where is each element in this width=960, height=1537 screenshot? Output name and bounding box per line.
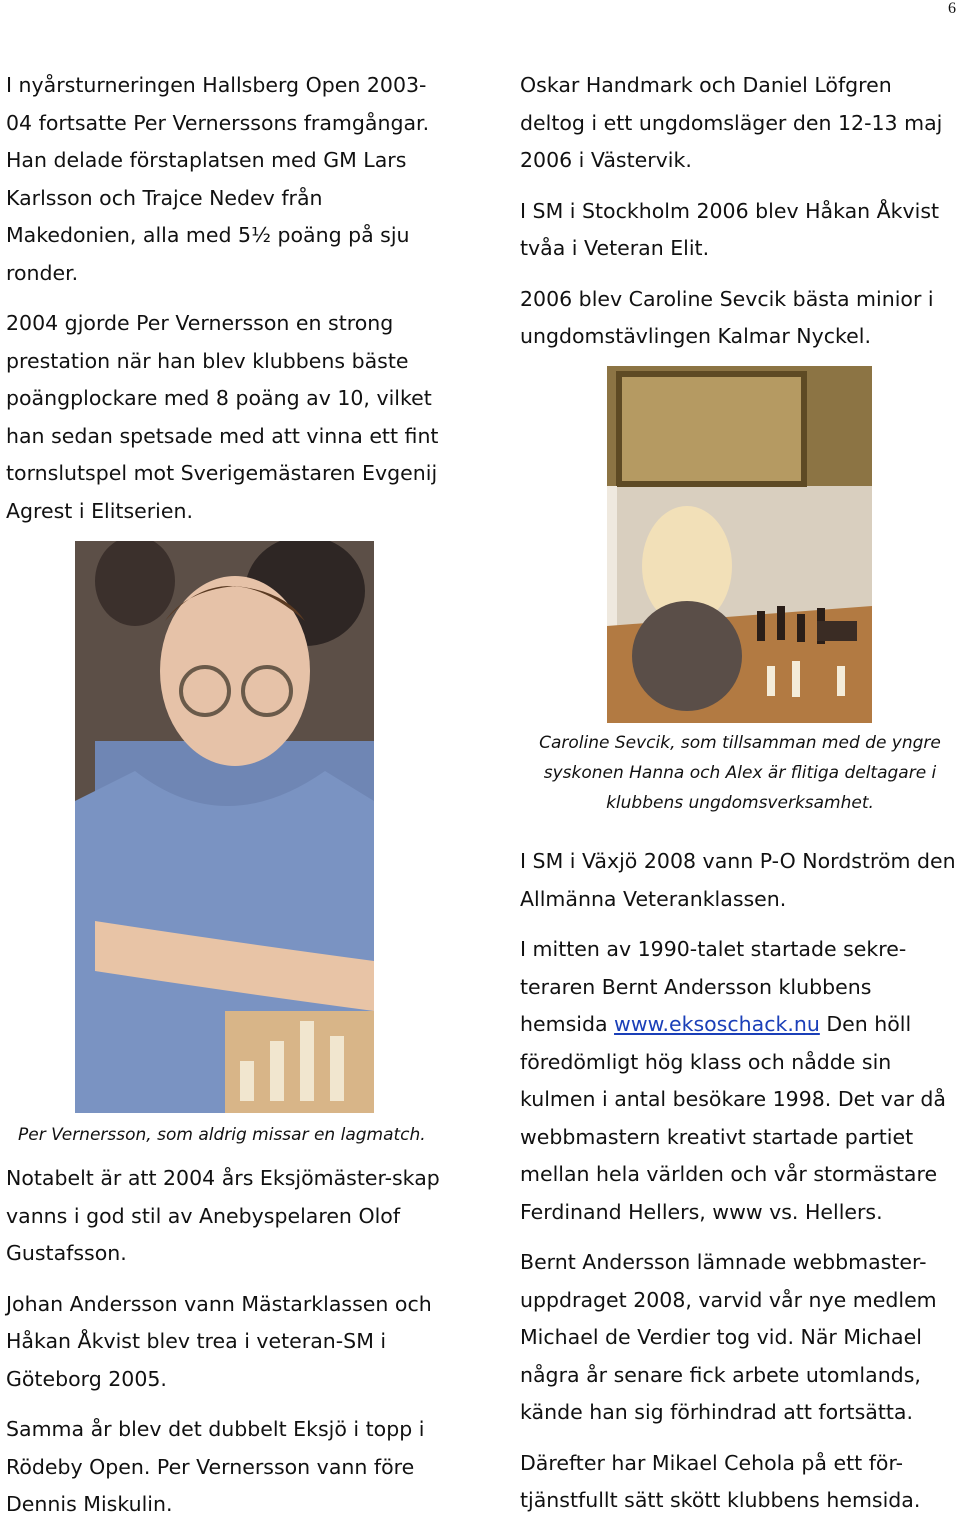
paragraph-ungdomslager: Oskar Handmark och Daniel Löfgren deltog i ett ungdomsläger den 12-13 maj 2006 i Västervik. xyxy=(520,73,943,172)
paragraph-hallsberg-open: I nyårsturneringen Hallsberg Open 2003-04 fortsatte Per Vernerssons framgångar. Han delade förstaplatsen med GM Lars Karlsson och Trajce Nedev från Makedonien, alla med 5½ poäng på sju ronder. xyxy=(6,73,430,285)
photo-caroline-sevcik xyxy=(607,366,872,723)
left-column-top xyxy=(6,67,446,543)
website-link[interactable]: www.eksoschack.nu xyxy=(614,1012,820,1036)
right-column-top xyxy=(520,67,960,369)
photo-per-vernersson xyxy=(75,541,374,1113)
paragraph-mikael-cehola: Därefter har Mikael Cehola på ett för-tjänstfullt sätt skött klubbens hemsida. xyxy=(520,1450,921,1512)
right-column-bottom xyxy=(520,843,960,1533)
paragraph-sm-stockholm: I SM i Stockholm 2006 blev Håkan Åkvist tvåa i Veteran Elit. xyxy=(520,198,940,260)
left-column-bottom xyxy=(6,1160,446,1537)
paragraph-rodeby-open: Samma år blev det dubbelt Eksjö i topp i Rödeby Open. Per Vernersson vann före Dennis Miskulin. xyxy=(6,1417,425,1516)
caption-caroline-sevcik: Caroline Sevcik, som tillsamman med de yngre syskonen Hanna och Alex är flitiga deltagare i klubbens ungdomsverksamhet. xyxy=(539,733,941,813)
paragraph-webbmaster: Bernt Andersson lämnade webbmaster-uppdraget 2008, varvid vår nye medlem Michael de Verdier tog vid. När Michael några år senare fick arbete utomlands, kände han sig förhindrad att fortsätta. xyxy=(520,1250,937,1424)
paragraph-hemsida xyxy=(520,931,960,1231)
hemsida-text-after: Den höll föredömligt hög klass och nådde sin kulmen i antal besökare 1998. Det var då webbmastern kreativt startade partiet mellan hela världen och vår stormästare Ferdinand Hellers, www vs. Hellers. xyxy=(520,1012,946,1224)
paragraph-eksjomasterskap: Notabelt är att 2004 års Eksjömäster-skap vanns i god stil av Anebyspelaren Olof Gustafsson. xyxy=(6,1166,440,1265)
paragraph-sm-vaxjo: I SM i Växjö 2008 vann P-O Nordström den Allmänna Veteranklassen. xyxy=(520,849,956,911)
paragraph-2004-vernersson: 2004 gjorde Per Vernersson en strong prestation när han blev klubbens bäste poängplockare med 8 poäng av 10, vilket han sedan spetsade med att vinna ett fint tornslutspel mot Sverigemästaren Evgenij Agrest i Elitserien. xyxy=(6,311,439,523)
page-number: 6 xyxy=(948,0,956,17)
paragraph-johan-andersson: Johan Andersson vann Mästarklassen och Håkan Åkvist blev trea i veteran-SM i Göteborg 2005. xyxy=(6,1291,432,1391)
caption-per-vernersson: Per Vernersson, som aldrig missar en lagmatch. xyxy=(18,1125,426,1145)
hemsida-text-before: I mitten av 1990-talet startade sekre-teraren Bernt Andersson klubbens hemsida xyxy=(520,937,907,1036)
paragraph-caroline-sevcik: 2006 blev Caroline Sevcik bästa minior i ungdomstävlingen Kalmar Nyckel. xyxy=(520,286,934,348)
